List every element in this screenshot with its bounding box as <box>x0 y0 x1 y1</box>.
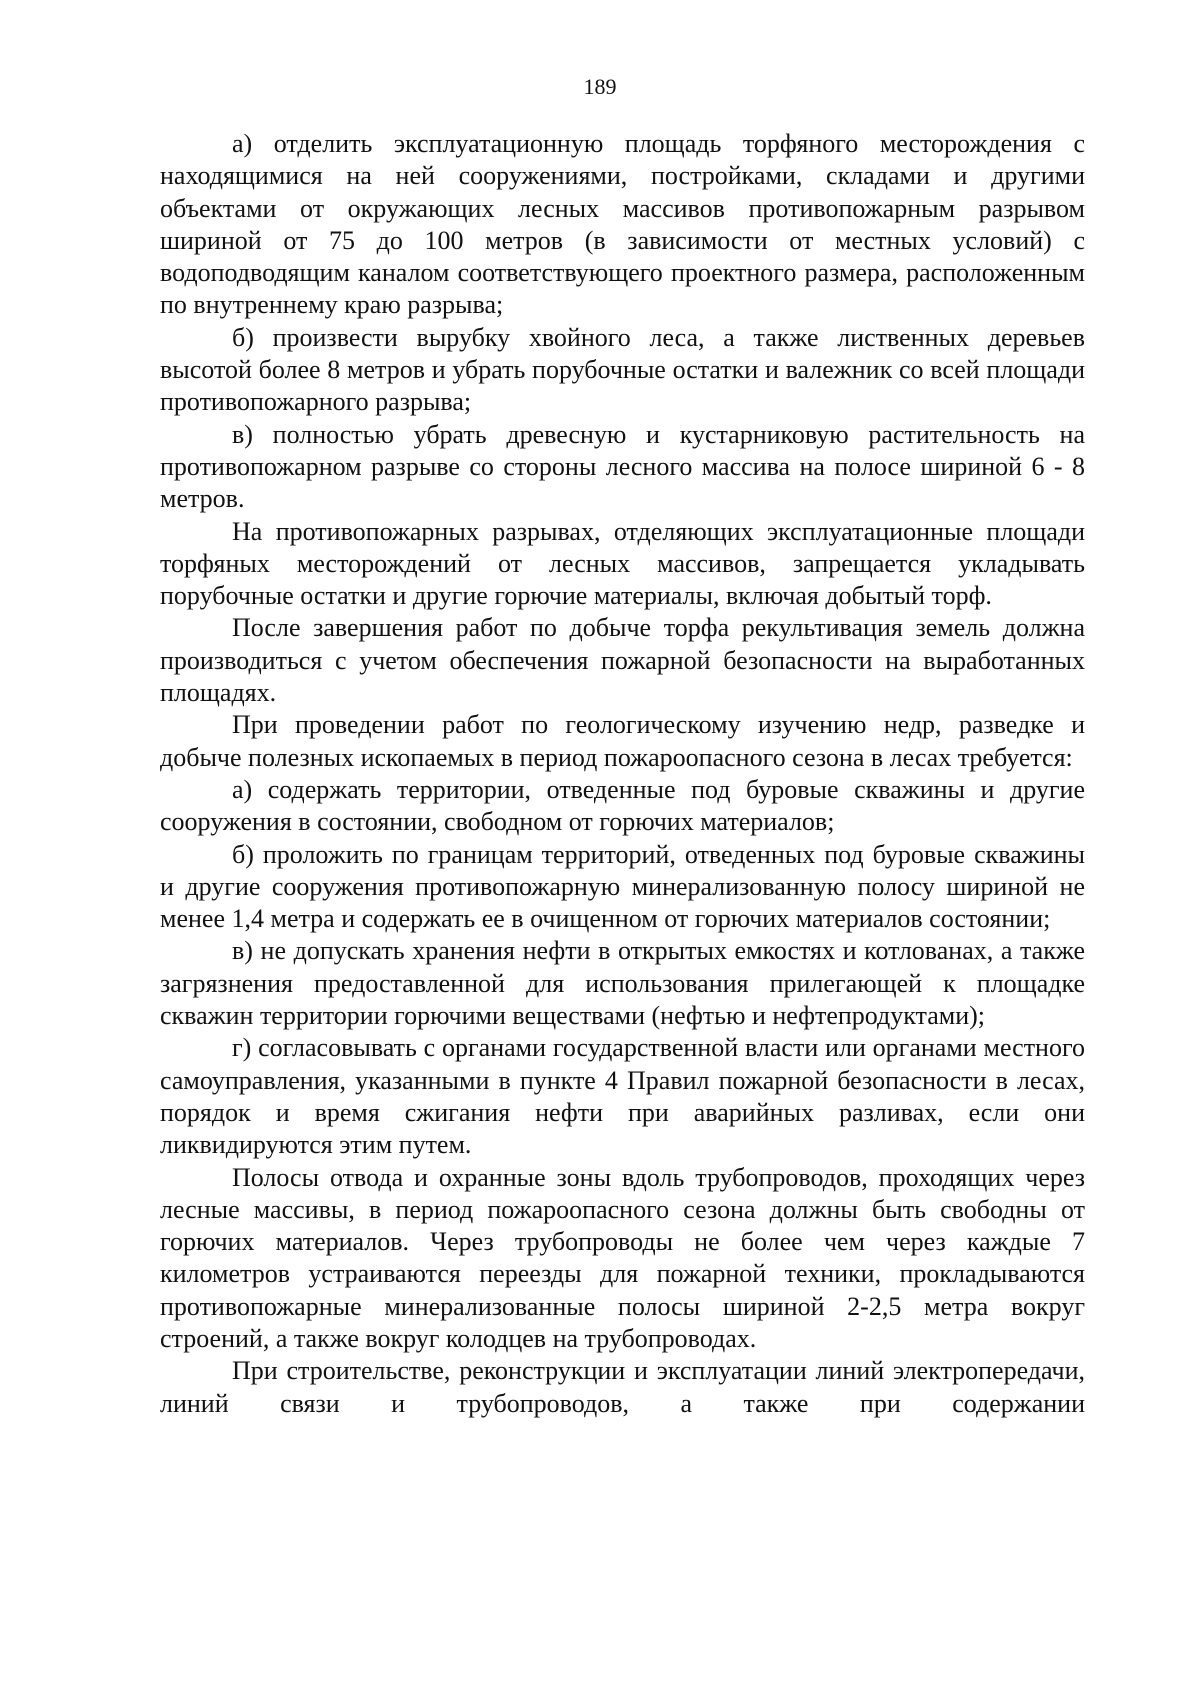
paragraph-a-keep-territories: а) содержать территории, отведенные под буровые скважины и другие сооружения в состоянии, свободном от горючих материалов; <box>160 774 1085 837</box>
paragraph-power-lines: При строительстве, реконструкции и эксплуатации линий электропередачи, линий связи и трубопроводов, а также при содержании <box>160 1356 1085 1418</box>
page-number: 189 <box>583 74 617 99</box>
paragraph-c-oil-storage: в) не допускать хранения нефти в открытых емкостях и котлованах, а также загрязнения предоставленной для использования прилегающей к площадке скважин территории горючими веществами (нефтью и нефтепродуктами); <box>160 936 1085 1031</box>
paragraph-a-separate-area: а) отделить эксплуатационную площадь торфяного месторождения с находящимися на ней сооружениями, постройками, складами и другими объектами от окружающих лесных массивов противопожарным разрывом шириной от 75 до 100 метров (в зависимости от местных условий) с водоподводящим каналом соответствующего проектного размера, расположенным по внутреннему краю разрыва; <box>160 129 1085 320</box>
paragraph-d-oil-burning: г) согласовывать с органами государственной власти или органами местного самоуправления, указанными в пункте 4 Правил пожарной безопасности в лесах, порядок и время сжигания нефти при аварийных разливах, если они ликвидируются этим путем. <box>160 1033 1085 1160</box>
paragraph-b-cut-forest: б) произвести вырубку хвойного леса, а также лиственных деревьев высотой более 8 метров и убрать порубочные остатки и валежник со всей площади противопожарного разрыва; <box>160 322 1085 417</box>
paragraph-b-mineralized-strip: б) проложить по границам территорий, отведенных под буровые скважины и другие сооружения противопожарную минерализованную полосу шириной не менее 1,4 метра и содержать ее в очищенном от горючих материалов состоянии; <box>160 839 1085 934</box>
body-text <box>160 128 1085 1420</box>
paragraph-firebreak-prohibition: На противопожарных разрывах, отделяющих эксплуатационные площади торфяных месторождений от лесных массивов, запрещается укладывать порубочные остатки и другие горючие материалы, включая добытый торф. <box>160 516 1085 611</box>
paragraph-geological-works: При проведении работ по геологическому изучению недр, разведке и добыче полезных ископаемых в период пожароопасного сезона в лесах требуется: <box>160 710 1085 772</box>
paragraph-recultivation: После завершения работ по добыче торфа рекультивация земель должна производиться с учетом обеспечения пожарной безопасности на выработанных площадях. <box>160 613 1085 708</box>
paragraph-pipelines: Полосы отвода и охранные зоны вдоль трубопроводов, проходящих через лесные массивы, в период пожароопасного сезона должны быть свободны от горючих материалов. Через трубопроводы не более чем через каждые 7 километров устраиваются переезды для пожарной техники, прокладываются противопожарные минерализованные полосы шириной 2-2,5 метра вокруг строений, а также вокруг колодцев на трубопроводах. <box>160 1162 1085 1353</box>
paragraph-c-remove-vegetation: в) полностью убрать древесную и кустарниковую растительность на противопожарном разрыве со стороны лесного массива на полосе шириной 6 - 8 метров. <box>160 419 1085 514</box>
